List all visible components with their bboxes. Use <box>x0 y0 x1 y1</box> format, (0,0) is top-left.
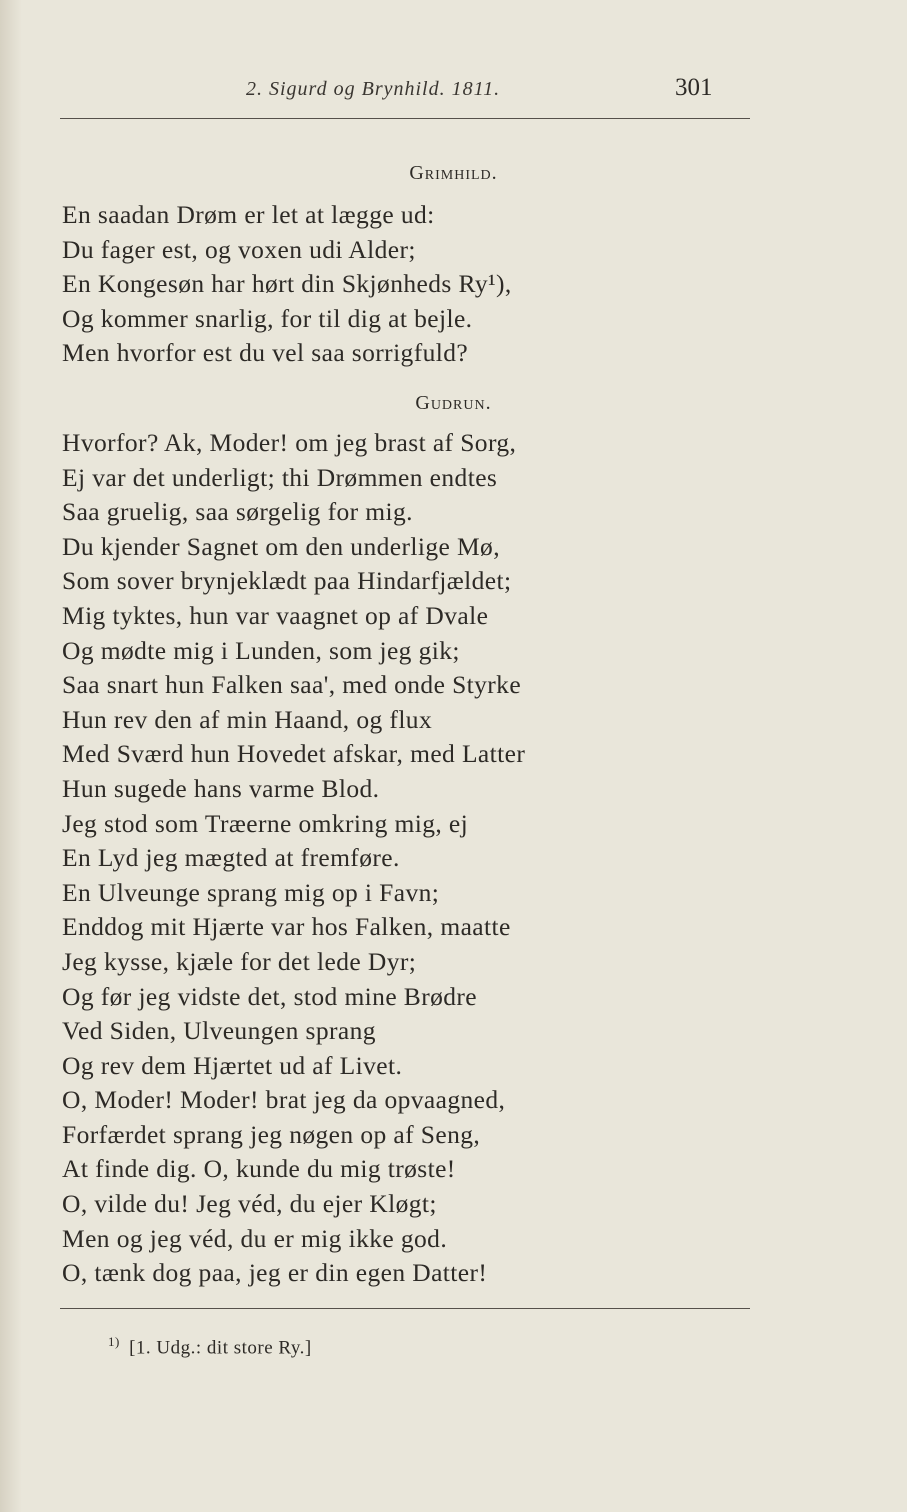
verse-line: Hun rev den af min Haand, og flux <box>62 704 433 734</box>
verse-line: Mig tyktes, hun var vaagnet op af Dvale <box>62 600 489 630</box>
verse-line: Ej var det underligt; thi Drømmen endtes <box>62 462 498 492</box>
verse-line: Jeg stod som Træerne omkring mig, ej <box>62 808 469 838</box>
verse-line: Du kjender Sagnet om den underlige Mø, <box>62 531 500 561</box>
verse-line: Forfærdet sprang jeg nøgen op af Seng, <box>62 1119 481 1149</box>
verse-line: Du fager est, og voxen udi Alder; <box>62 234 416 264</box>
verse-line: Enddog mit Hjærte var hos Falken, maatte <box>62 912 511 942</box>
page-header <box>60 74 750 108</box>
verse-line: Ved Siden, Ulveungen sprang <box>62 1016 376 1046</box>
verse-line: Med Sværd hun Hovedet afskar, med Latter <box>62 739 526 769</box>
verse-line: Hvorfor? Ak, Moder! om jeg brast af Sorg, <box>62 428 517 457</box>
page-spine-shadow <box>0 0 22 1512</box>
footnote-mark: 1) <box>108 1334 120 1349</box>
verse-line: Men og jeg véd, du er mig ikke god. <box>62 1223 448 1253</box>
verse-line: En Kongesøn har hørt din Skjønheds Ry¹), <box>62 269 512 299</box>
verse-block-gudrun <box>62 426 525 1291</box>
verse-line: O, vilde du! Jeg véd, du ejer Kløgt; <box>62 1189 437 1219</box>
header-rule <box>60 118 750 119</box>
page-number: 301 <box>675 74 713 101</box>
verse-line: O, Moder! Moder! brat jeg da opvaagned, <box>62 1085 506 1115</box>
verse-line: En Lyd jeg mægted at fremføre. <box>62 843 400 873</box>
verse-line: At finde dig. O, kunde du mig trøste! <box>62 1154 456 1184</box>
verse-line: Saa gruelig, saa sørgelig for mig. <box>62 497 413 527</box>
verse-line: Som sover brynjeklædt paa Hindarfjældet; <box>62 566 512 596</box>
footnote-rule <box>60 1308 750 1309</box>
verse-line: Saa snart hun Falken saa', med onde Styrke <box>62 670 522 700</box>
verse-line: En saadan Drøm er let at lægge ud: <box>62 200 435 229</box>
verse-block-grimhild <box>62 198 512 371</box>
verse-line: En Ulveunge sprang mig op i Favn; <box>62 877 440 907</box>
speaker-heading-grimhild: Grimhild. <box>409 162 498 184</box>
speaker-heading-gudrun: Gudrun. <box>415 392 492 414</box>
verse-line: O, tænk dog paa, jeg er din egen Datter! <box>62 1258 488 1288</box>
verse-line: Og før jeg vidste det, stod mine Brødre <box>62 981 478 1011</box>
running-head: 2. Sigurd og Brynhild. 1811. <box>246 78 501 100</box>
verse-line: Og mødte mig i Lunden, som jeg gik; <box>62 635 460 665</box>
footnote <box>108 1334 312 1359</box>
footnote-text: [1. Udg.: dit store Ry.] <box>129 1337 312 1359</box>
verse-line: Men hvorfor est du vel saa sorrigfuld? <box>62 338 469 368</box>
verse-line: Hun sugede hans varme Blod. <box>62 773 380 803</box>
verse-line: Og rev dem Hjærtet ud af Livet. <box>62 1050 403 1080</box>
verse-line: Jeg kysse, kjæle for det lede Dyr; <box>62 946 417 976</box>
verse-line: Og kommer snarlig, for til dig at bejle. <box>62 303 473 333</box>
